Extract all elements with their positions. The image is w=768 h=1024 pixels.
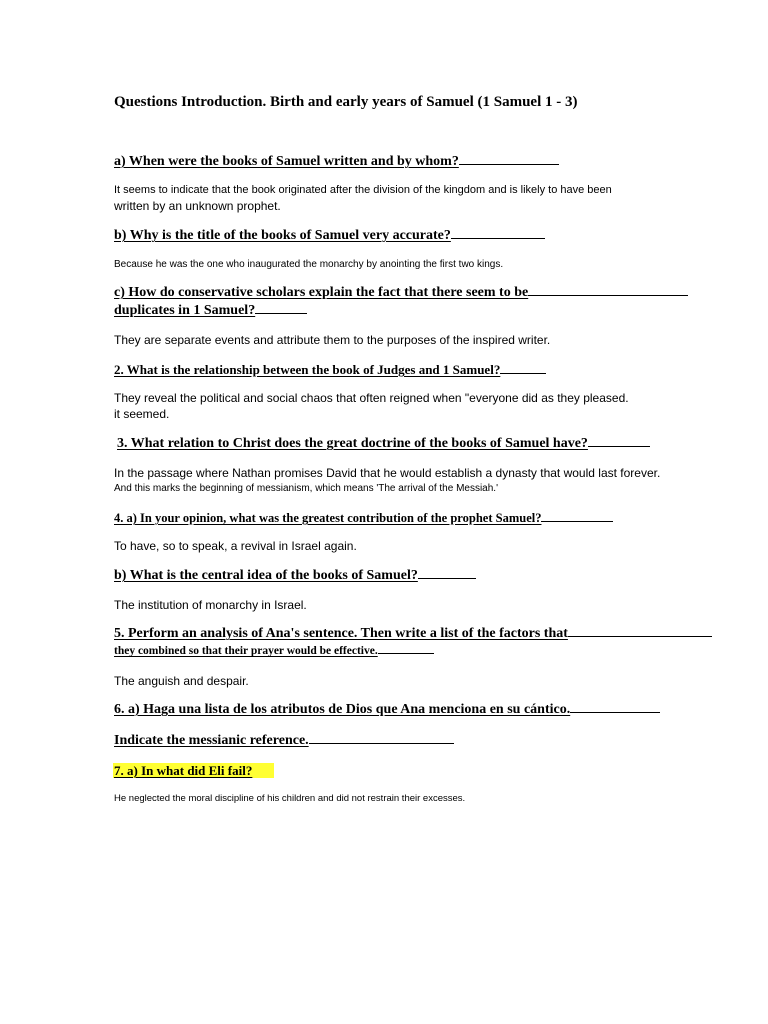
answer-3-line2: And this marks the beginning of messianism, which means 'The arrival of the Messiah.' xyxy=(114,483,498,494)
question-4a-text: 4. a) In your opinion, what was the greatest contribution of the prophet Samuel? xyxy=(114,511,542,525)
question-6-text-1: 6. a) Haga una lista de los atributos de Dios que Ana menciona en su cántico. xyxy=(114,702,571,717)
answer-line xyxy=(309,742,454,744)
answer-line xyxy=(378,652,434,654)
answer-2-line2: it seemed. xyxy=(114,407,170,421)
answer-line xyxy=(459,163,559,165)
answer-line xyxy=(528,294,688,296)
answer-line xyxy=(541,520,613,522)
question-2 xyxy=(114,362,546,378)
question-3 xyxy=(117,436,650,453)
question-1a-text: a) When were the books of Samuel written and by whom? xyxy=(114,154,459,169)
answer-1a-line1: It seems to indicate that the book originated after the division of the kingdom and is likely to have been xyxy=(114,184,612,196)
question-4b xyxy=(114,568,476,585)
question-5-line2 xyxy=(114,645,434,659)
answer-3-line1: In the passage where Nathan promises David that he would establish a dynasty that would last forever. xyxy=(114,466,661,480)
question-2-text: 2. What is the relationship between the book of Judges and 1 Samuel? xyxy=(114,362,501,377)
question-1b xyxy=(114,228,545,245)
question-5-text-2: they combined so that their prayer would be effective. xyxy=(114,645,378,657)
answer-2-line1: They reveal the political and social chaos that often reigned when "everyone did as they pleased. xyxy=(114,391,629,405)
question-5-text-1: 5. Perform an analysis of Ana's sentence. Then write a list of the factors that xyxy=(114,626,568,641)
question-4b-text: b) What is the central idea of the books of Samuel? xyxy=(114,568,418,583)
answer-line xyxy=(451,237,545,239)
question-1c-text-1: c) How do conservative scholars explain the fact that there seem to be xyxy=(114,285,529,300)
answer-4b: The institution of monarchy in Israel. xyxy=(114,598,307,612)
answer-1c: They are separate events and attribute them to the purposes of the inspired writer. xyxy=(114,333,551,347)
answer-line xyxy=(255,312,307,314)
answer-1a-line2: written by an unknown prophet. xyxy=(114,199,281,213)
question-6-line2 xyxy=(114,733,454,750)
question-3-text: 3. What relation to Christ does the great doctrine of the books of Samuel have? xyxy=(117,436,588,451)
question-1c-line1 xyxy=(114,285,688,302)
answer-1b: Because he was the one who inaugurated the monarchy by anointing the first two kings. xyxy=(114,259,504,270)
question-6-text-2: Indicate the messianic reference. xyxy=(114,733,309,748)
answer-line xyxy=(570,711,660,713)
question-7 xyxy=(113,763,274,779)
answer-line xyxy=(588,445,650,447)
question-1c-text-2: duplicates in 1 Samuel? xyxy=(114,303,256,318)
question-4a xyxy=(114,511,613,526)
answer-line xyxy=(500,372,546,374)
question-1a xyxy=(114,154,559,171)
answer-line xyxy=(418,577,476,579)
question-6-line1 xyxy=(114,702,660,719)
question-7-text: 7. a) In what did Eli fail? xyxy=(113,763,274,778)
answer-5: The anguish and despair. xyxy=(114,674,249,688)
answer-4a: To have, so to speak, a revival in Israel again. xyxy=(114,539,357,553)
answer-line xyxy=(568,635,712,637)
question-1c-line2 xyxy=(114,303,307,320)
question-1b-text: b) Why is the title of the books of Samuel very accurate? xyxy=(114,228,451,243)
question-5-line1 xyxy=(114,626,712,643)
page-title: Questions Introduction. Birth and early years of Samuel (1 Samuel 1 - 3) xyxy=(114,94,578,110)
answer-7: He neglected the moral discipline of his children and did not restrain their excesses. xyxy=(114,793,466,804)
